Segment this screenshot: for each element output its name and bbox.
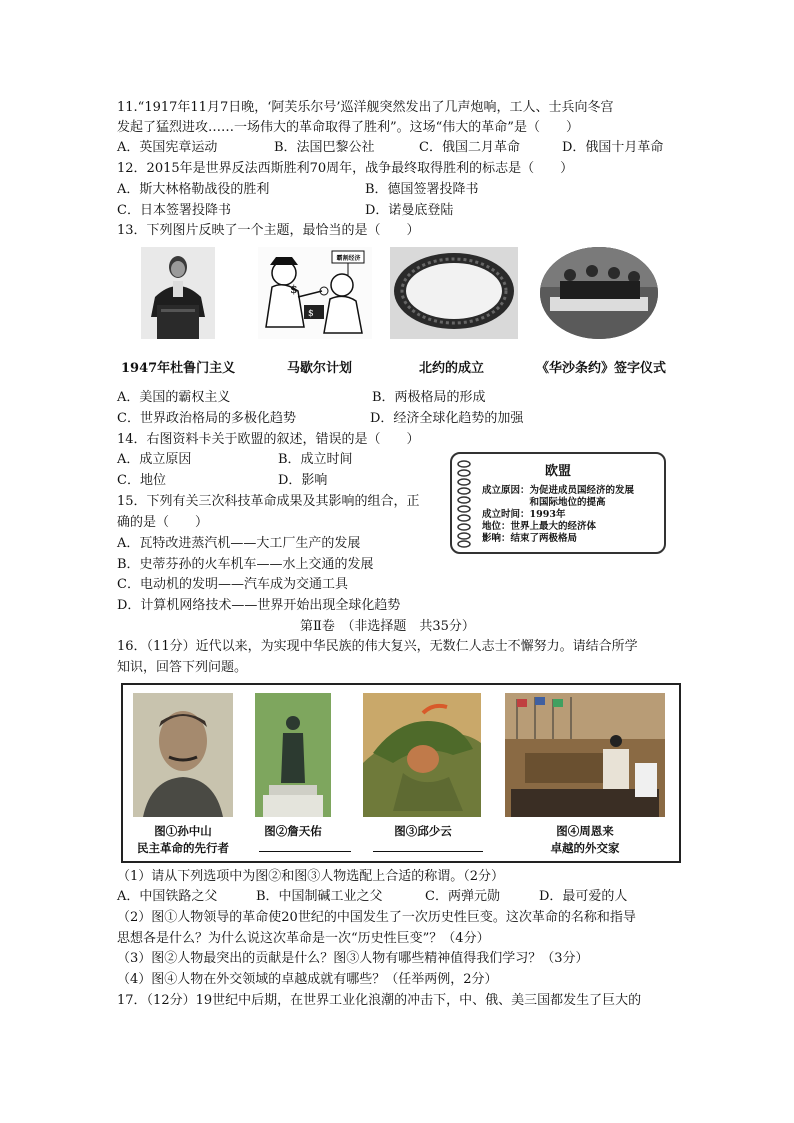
q11-stem-line1: 11.“1917年11月7日晚，‘阿芙乐尔号’巡洋舰突然发出了几声炮响，工人、士兵向冬宫 xyxy=(117,100,614,115)
q14-option-a: A．成立原因 xyxy=(117,452,192,467)
caption-marshall-plan: 马歇尔计划 xyxy=(287,361,353,376)
cartoon-sign-text: 霸割经济 xyxy=(336,255,361,262)
caption-nato: 北约的成立 xyxy=(419,361,485,376)
q12-option-d: D．诺曼底登陆 xyxy=(365,203,454,218)
fig4-caption-line2: 卓越的外交家 xyxy=(550,841,620,855)
card-row-impact: 影响：结束了两极格局 xyxy=(482,533,578,544)
caption-warsaw-pact: 《华沙条约》签字仪式 xyxy=(536,361,667,376)
q17-stem-line1: 17．（12分）19世纪中后期，在世界工业化浪潮的冲击下，中、俄、美三国都发生了巨大的 xyxy=(117,993,642,1008)
q12-option-a: A．斯大林格勒战役的胜利 xyxy=(117,182,270,197)
svg-text:$: $ xyxy=(290,283,298,296)
eu-data-card xyxy=(450,452,666,554)
svg-text:$: $ xyxy=(308,309,314,319)
fig3-caption: 图③邱少云 xyxy=(394,824,452,838)
section-2-heading: 第Ⅱ卷 （非选择题 共35分） xyxy=(300,619,475,634)
cartoon-marshall-plan xyxy=(258,247,372,339)
fig1-caption-line2: 民主革命的先行者 xyxy=(137,841,229,855)
q14-stem: 14．右图资料卡关于欧盟的叙述，错误的是（ ） xyxy=(117,432,420,447)
q13-stem: 13．下列图片反映了一个主题，最恰当的是（ ） xyxy=(117,223,420,238)
photo-zhou-enlai-conference xyxy=(505,693,665,817)
fig2-caption: 图②詹天佑 xyxy=(264,824,322,838)
photo-warsaw-pact-signing xyxy=(540,247,658,339)
q15-option-d: D．计算机网络技术——世界开始出现全球化趋势 xyxy=(117,598,401,613)
q13-option-c: C．世界政治格局的多极化趋势 xyxy=(117,411,296,426)
q11-stem-line2: 发起了猛烈进攻……一场伟大的革命取得了胜利”。这场“伟大的革命”是（ ） xyxy=(117,120,579,135)
q16-sub2-line2: 思想各是什么？为什么说这次革命是一次“历史性巨变”？（4分） xyxy=(117,931,490,946)
q15-stem-line1: 15．下列有关三次科技革命成果及其影响的组合，正 xyxy=(117,494,420,509)
card-row-status: 地位：世界上最大的经济体 xyxy=(482,521,597,532)
q15-option-b: B．史蒂芬孙的火车机车——水上交通的发展 xyxy=(117,557,374,572)
q16-sub1-option-c: C．两弹元勋 xyxy=(425,889,500,904)
card-title: 欧盟 xyxy=(544,464,571,479)
q14-option-d: D．影响 xyxy=(278,473,328,488)
q11-option-c: C．俄国二月革命 xyxy=(419,140,520,155)
fig4-caption-line1: 图④周恩来 xyxy=(556,824,614,838)
fig3-answer-line xyxy=(373,851,483,852)
photo-zhan-tianyou-statue xyxy=(255,693,331,817)
q16-sub2-line1: （2）图①人物领导的革命使20世纪的中国发生了一次历史性巨变。这次革命的名称和指导 xyxy=(117,910,636,925)
painting-qiu-shaoyun xyxy=(363,693,481,817)
photo-truman xyxy=(141,247,215,339)
q16-sub3: （3）图②人物最突出的贡献是什么？图③人物有哪些精神值得我们学习？（3分） xyxy=(117,951,589,966)
q15-option-c: C．电动机的发明——汽车成为交通工具 xyxy=(117,577,348,592)
photo-nato-meeting xyxy=(390,247,518,339)
card-row-date: 成立时间：1993年 xyxy=(482,509,566,520)
card-row-reason: 成立原因：为促进成员国经济的发展 xyxy=(482,485,635,496)
q12-option-c: C．日本签署投降书 xyxy=(117,203,231,218)
q11-option-b: B．法国巴黎公社 xyxy=(274,140,375,155)
q16-sub1-option-a: A．中国铁路之父 xyxy=(117,889,218,904)
caption-truman-doctrine: 1947年杜鲁门主义 xyxy=(121,361,236,376)
q16-sub1-option-d: D．最可爱的人 xyxy=(539,889,628,904)
q16-sub4: （4）图④人物在外交领域的卓越成就有哪些？（任举两例，2分） xyxy=(117,972,498,987)
q16-stem-line2: 知识，回答下列问题。 xyxy=(117,660,248,675)
q12-option-b: B．德国签署投降书 xyxy=(365,182,479,197)
q14-option-c: C．地位 xyxy=(117,473,166,488)
q13-option-b: B．两极格局的形成 xyxy=(372,390,486,405)
q16-stem-line1: 16．（11分）近代以来，为实现中华民族的伟大复兴，无数仁人志士不懈努力。请结合所学 xyxy=(117,639,638,654)
q11-option-a: A．英国宪章运动 xyxy=(117,140,218,155)
q12-stem: 12．2015年是世界反法西斯胜利70周年，战争最终取得胜利的标志是（ ） xyxy=(117,161,574,176)
q15-stem-line2: 确的是（ ） xyxy=(117,515,209,530)
q16-sub1-option-b: B．中国制碱工业之父 xyxy=(256,889,383,904)
fig2-answer-line xyxy=(259,851,351,852)
q16-sub1: （1）请从下列选项中为图②和图③人物选配上合适的称谓。（2分） xyxy=(117,869,505,884)
q16-figure-panel xyxy=(121,683,681,863)
q14-option-b: B．成立时间 xyxy=(278,452,353,467)
q15-option-a: A．瓦特改进蒸汽机——大工厂生产的发展 xyxy=(117,536,361,551)
fig1-caption-line1: 图①孙中山 xyxy=(154,824,212,838)
q13-option-d: D．经济全球化趋势的加强 xyxy=(370,411,524,426)
q11-option-d: D．俄国十月革命 xyxy=(562,140,664,155)
card-row-reason-cont: 和国际地位的提高 xyxy=(482,497,606,508)
photo-sun-yat-sen xyxy=(133,693,233,817)
q13-option-a: A．美国的霸权主义 xyxy=(117,390,231,405)
